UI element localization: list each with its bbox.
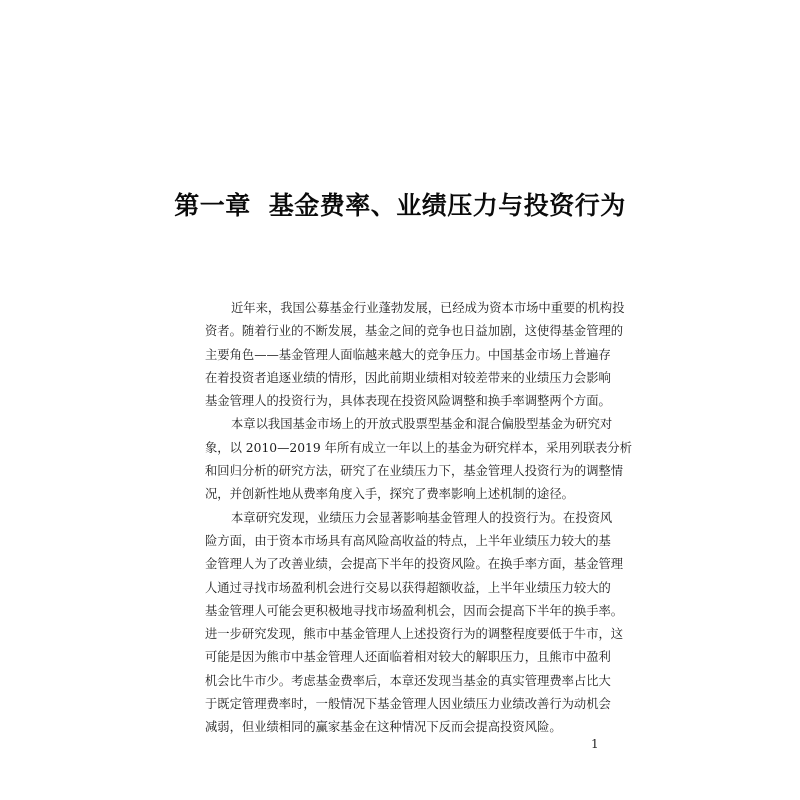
paragraph-3-line-4: 人通过寻找市场盈利机会进行交易以获得超额收益，上半年业绩压力较大的 <box>205 580 611 595</box>
paragraph-1-line-2: 资者。随着行业的不断发展，基金之间的竞争也日益加剧，这使得基金管理的 <box>205 324 624 339</box>
paragraph-3-line-5: 基金管理人可能会更积极地寻找市场盈利机会，因而会提高下半年的换手率。 <box>205 603 624 618</box>
paragraph-2-line-2: 象，以 2010—2019 年所有成立一年以上的基金为研究样本，采用列联表分析 <box>205 440 633 455</box>
paragraph-3-line-2: 险方面，由于资本市场具有高风险高收益的特点，上半年业绩压力较大的基 <box>205 533 611 548</box>
paragraph-3-line-9: 于既定管理费率时，一般情况下基金管理人因业绩压力业绩改善行为动机会 <box>205 697 611 712</box>
page-number: 1 <box>591 737 599 751</box>
paragraph-3-line-10: 减弱，但业绩相同的赢家基金在这种情况下反而会提高投资风险。 <box>205 720 562 735</box>
paragraph-3-line-6: 进一步研究发现，熊市中基金管理人上述投资行为的调整程度要低于牛市，这 <box>205 627 624 642</box>
paragraph-2-line-4: 况，并创新性地从费率角度入手，探究了费率影响上述机制的途径。 <box>205 487 574 502</box>
paragraph-2-line-3: 和回归分析的研究方法，研究了在业绩压力下，基金管理人投资行为的调整情 <box>205 464 624 479</box>
chapter-title-text: 基金费率、业绩压力与投资行为 <box>268 191 626 220</box>
paragraph-3-line-8: 机会比牛市少。考虑基金费率后，本章还发现当基金的真实管理费率占比大 <box>205 673 611 688</box>
paragraph-1-line-1: 近年来，我国公募基金行业蓬勃发展，已经成为资本市场中重要的机构投 <box>231 301 625 315</box>
paragraph-3-line-1: 本章研究发现，业绩压力会显著影响基金管理人的投资行为。在投资风 <box>231 510 613 525</box>
paragraph-1-line-5: 基金管理人的投资行为，具体表现在投资风险调整和换手率调整两个方面。 <box>205 394 611 409</box>
paragraph-1-line-3: 主要角色——基金管理人面临越来越大的竞争压力。中国基金市场上普遍存 <box>205 347 611 362</box>
paragraph-2-line-1: 本章以我国基金市场上的开放式股票型基金和混合偏股型基金为研究对 <box>231 417 613 432</box>
paragraph-3-line-7: 可能是因为熊市中基金管理人还面临着相对较大的解职压力，且熊市中盈利 <box>205 650 611 665</box>
paragraph-1-line-4: 在着投资者追逐业绩的情形，因此前期业绩相对较差带来的业绩压力会影响 <box>205 370 611 385</box>
chapter-number: 第一章 <box>174 191 251 220</box>
chapter-title <box>150 186 650 222</box>
body-text <box>205 297 633 740</box>
paragraph-3-line-3: 金管理人为了改善业绩，会提高下半年的投资风险。在换手率方面，基金管理 <box>205 557 624 572</box>
